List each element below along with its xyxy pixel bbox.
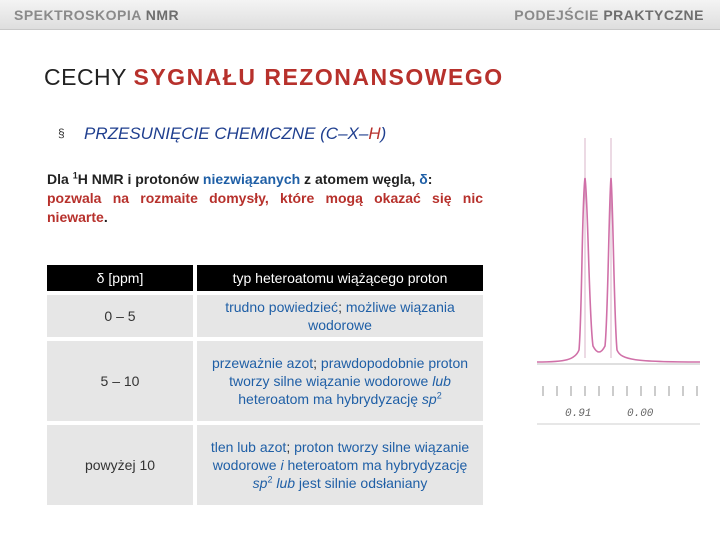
table-cell-range: powyżej 10 [47, 421, 197, 505]
header-left [14, 7, 179, 23]
para-s5: δ [419, 171, 428, 187]
table-header: δ [ppm] [47, 265, 197, 291]
para-s3: niezwiązanych [202, 171, 301, 187]
header-bar [0, 0, 720, 30]
header-left-bold: NMR [145, 7, 180, 23]
integral-label-b: 0.00 [627, 408, 654, 420]
spectrum-peaks [537, 138, 700, 364]
bullet-text [84, 124, 386, 144]
header-right-light: PODEJŚCIE [514, 7, 604, 23]
cell-text: lub [272, 475, 296, 491]
cell-text: proton tworzy silne wiązanie wodorowe [212, 439, 470, 473]
slide-title [44, 64, 504, 91]
header-right-bold: PRAKTYCZNE [603, 7, 704, 23]
cell-text: przeważnie azot [211, 355, 314, 371]
cell-text: trudno powiedzieć [225, 299, 339, 315]
table-cell-desc [197, 291, 483, 337]
cell-text: ; [338, 299, 346, 315]
cell-text: heteroatom ma hybrydyzację [238, 391, 422, 407]
cell-text: ; [313, 355, 321, 371]
table-row [47, 421, 483, 505]
table-cell-range: 0 – 5 [47, 291, 197, 337]
para-s8: . [103, 209, 108, 225]
cell-text: sp [421, 391, 437, 407]
cell-text: jest silnie odsłaniany [295, 475, 428, 491]
nmr-spectrum-image [535, 118, 705, 458]
table-header: typ heteroatomu wiążącego proton [197, 265, 483, 291]
table-cell-desc [197, 421, 483, 505]
title-part1: CECHY [44, 64, 134, 90]
cell-text: 2 [267, 474, 273, 485]
para-s7: pozwala na rozmaite domysły, które mogą okazać się nic niewarte [47, 190, 483, 225]
bullet-text-after: ) [380, 124, 387, 143]
header-right [514, 7, 704, 23]
spectrum-curve [537, 178, 700, 362]
para-s2: H NMR i protonów [77, 171, 203, 187]
title-part2: SYGNAŁU REZONANSOWEGO [133, 64, 504, 90]
cell-text: sp [252, 475, 268, 491]
table-cell-desc [197, 337, 483, 421]
para-s6: : [427, 171, 433, 187]
cell-text: 2 [436, 390, 442, 401]
para-sup1: 1 [72, 170, 78, 181]
cell-text: możliwe wiązania wodorowe [308, 299, 455, 333]
table-cell-range: 5 – 10 [47, 337, 197, 421]
table-row [47, 291, 483, 337]
table-row [47, 337, 483, 421]
table-header-row [47, 265, 483, 291]
cell-text: heteroatom ma hybrydyzację [283, 457, 468, 473]
axis-ticks [543, 386, 697, 396]
para-s1: Dla [47, 171, 73, 187]
bullet-highlight: H [368, 124, 381, 143]
bullet-marker: § [58, 126, 65, 140]
integral-label-a: 0.91 [565, 408, 592, 420]
cell-text: i [280, 457, 284, 473]
shift-table [47, 265, 483, 505]
cell-text: prawdopodobnie proton tworzy silne wiązanie wodorowe [229, 355, 469, 389]
bullet-text-before: PRZESUNIĘCIE CHEMICZNE (C–X– [84, 124, 369, 143]
cell-text: lub [432, 373, 451, 389]
intro-paragraph [47, 170, 483, 227]
cell-text: tlen lub azot [210, 439, 287, 455]
cell-text: ; [286, 439, 295, 455]
para-s4: z atomem węgla, [300, 171, 420, 187]
header-left-light: SPEKTROSKOPIA [14, 7, 146, 23]
